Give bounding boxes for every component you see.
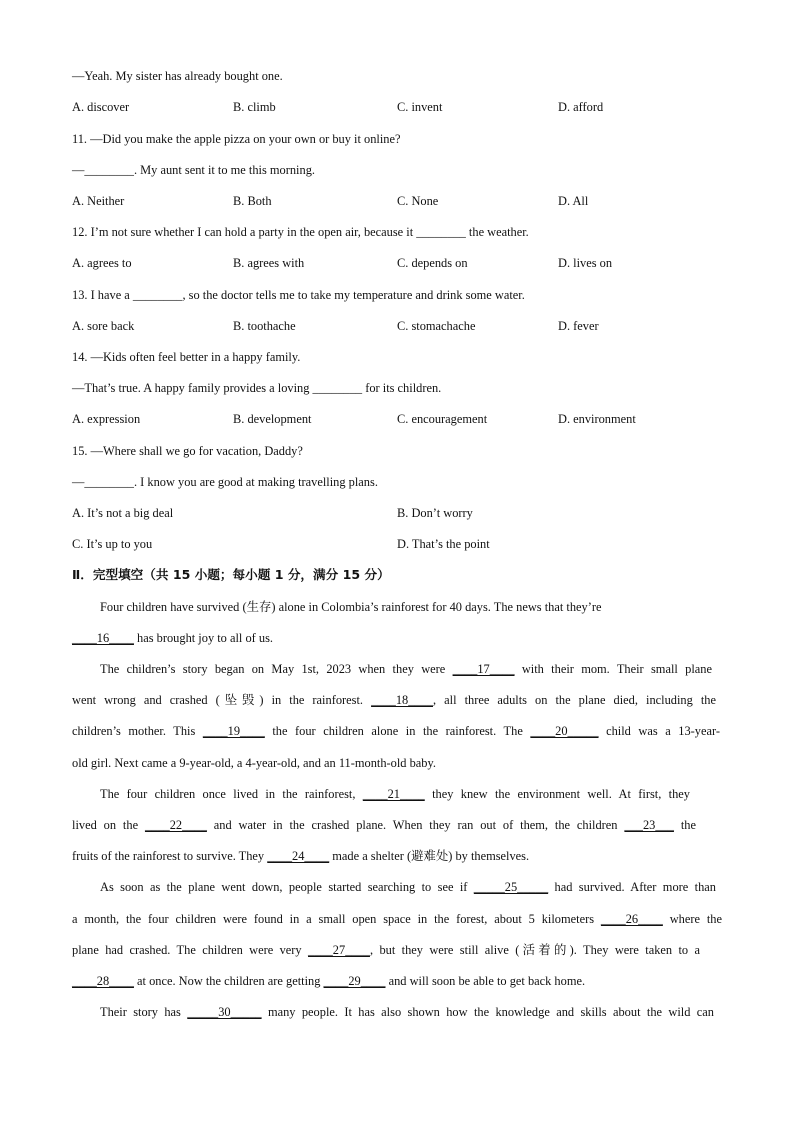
passage-p1-line2: [72, 630, 724, 646]
passage-text: and water in the crashed plane. When they ran out of them, the children: [206, 818, 625, 832]
q11-reply-text: . My aunt sent it to me this morning.: [133, 163, 315, 177]
passage-text: a month, the four children were found in a small open space in the forest, about 5 kilometers: [72, 912, 601, 926]
q15-stem: 15. —Where shall we go for vacation, Daddy?: [72, 444, 303, 458]
section-2-heading: Ⅱ．完型填空（共 15 小题；每小题 1 分，满分 15 分）: [72, 567, 390, 582]
q14-reply: [72, 380, 441, 396]
blank-17: ____17____: [452, 662, 515, 676]
blank-22: ____22____: [144, 818, 207, 832]
q11-blank: ________: [84, 163, 134, 177]
passage-text: with their mom. Their small plane: [514, 662, 712, 676]
passage-text: Their story has: [100, 1005, 188, 1019]
q14-option-c: C. encouragement: [397, 412, 488, 426]
q12-stem-a: 12. I’m not sure whether I can hold a party in the open air, because it: [72, 225, 417, 239]
passage-p2-line1: [100, 661, 712, 677]
q13-option-c: C. stomachache: [397, 319, 476, 333]
passage-p5-line1: [100, 1004, 714, 1020]
passage-p4-line2: [72, 911, 722, 927]
q12-blank: ________: [416, 225, 466, 239]
q11-option-a: A. Neither: [72, 194, 125, 208]
passage-text: children’s mother. This: [72, 724, 203, 738]
q14-option-d: D. environment: [558, 412, 636, 426]
passage-text: went wrong and crashed (坠毁) in the rainforest.: [72, 693, 372, 707]
q14-option-a: A. expression: [72, 412, 141, 426]
q11-reply: [72, 162, 315, 178]
q12-option-b: B. agrees with: [233, 256, 305, 270]
passage-text: made a shelter (避难处) by themselves.: [329, 849, 530, 863]
blank-24: ____24____: [267, 849, 330, 863]
passage-text: child was a 13-year-: [598, 724, 721, 738]
q11-stem: 11. —Did you make the apple pizza on your own or buy it online?: [72, 132, 401, 146]
q13-stem: [72, 287, 525, 303]
passage-p3-line3: [72, 848, 724, 864]
q11-dash: —: [72, 163, 85, 177]
q13-option-a: A. sore back: [72, 319, 135, 333]
q12-option-d: D. lives on: [558, 256, 613, 270]
passage-text: many people. It has also shown how the knowledge and skills about the wild can: [261, 1005, 714, 1019]
q15-option-b: B. Don’t worry: [397, 506, 473, 520]
q10-option-c: C. invent: [397, 100, 443, 114]
q15-option-d: D. That’s the point: [397, 537, 490, 551]
passage-p4-line1: [100, 879, 716, 895]
blank-18: ____18____: [371, 693, 434, 707]
passage-text: and will soon be able to get back home.: [385, 974, 586, 988]
q15-option-c: C. It’s up to you: [72, 537, 153, 551]
q14-option-b: B. development: [233, 412, 312, 426]
passage-text: had survived. After more than: [548, 880, 716, 894]
blank-27: ____27____: [308, 943, 370, 957]
passage-text: the: [673, 818, 696, 832]
passage-text: fruits of the rainforest to survive. They: [72, 849, 268, 863]
q11-option-d: D. All: [558, 194, 589, 208]
q15-option-a: A. It’s not a big deal: [72, 506, 174, 520]
blank-30: _____30_____: [187, 1005, 262, 1019]
q15-reply: [72, 474, 378, 490]
passage-p1-line1: Four children have survived (生存) alone in Colombia’s rainforest for 40 days. The news that they’re: [100, 600, 602, 614]
passage-text: The four children once lived in the rainforest,: [100, 787, 363, 801]
q13-blank: ________: [132, 288, 183, 302]
q13-stem-a: 13. I have a: [72, 288, 133, 302]
passage-text: The children’s story began on May 1st, 2023 when they were: [100, 662, 453, 676]
blank-19: ____19____: [202, 724, 265, 738]
passage-p3-line2: [72, 817, 696, 833]
blank-28: ____28____: [72, 974, 134, 988]
passage-text: , all three adults on the plane died, including the: [433, 693, 716, 707]
q14-reply-b: for its children.: [362, 381, 442, 395]
q11-option-b: B. Both: [233, 194, 272, 208]
q14-stem: 14. —Kids often feel better in a happy family.: [72, 350, 301, 364]
q10-option-d: D. afford: [558, 100, 604, 114]
blank-21: ____21____: [362, 787, 425, 801]
q12-stem-b: the weather.: [465, 225, 529, 239]
q10-answer-line: —Yeah. My sister has already bought one.: [72, 69, 283, 83]
passage-text: at once. Now the children are getting: [133, 974, 324, 988]
blank-16: ____16____: [72, 631, 134, 645]
q12-stem: [72, 224, 529, 240]
passage-p2-line3: [72, 723, 720, 739]
passage-text: , but they were still alive (活着的). They were taken to a: [369, 943, 700, 957]
q10-option-b: B. climb: [233, 100, 276, 114]
q12-option-c: C. depends on: [397, 256, 468, 270]
blank-26: ____26____: [600, 912, 663, 926]
blank-29: ____29____: [323, 974, 386, 988]
q14-blank: ________: [312, 381, 363, 395]
q11-option-c: C. None: [397, 194, 439, 208]
q15-reply-text: . I know you are good at making travelling plans.: [133, 475, 378, 489]
blank-20: ____20_____: [530, 724, 599, 738]
q14-reply-a: —That’s true. A happy family provides a loving: [72, 381, 313, 395]
passage-text: plane had crashed. The children were very: [72, 943, 309, 957]
q15-dash: —: [72, 475, 85, 489]
passage-text: where the: [662, 912, 722, 926]
passage-text: As soon as the plane went down, people started searching to see if: [100, 880, 474, 894]
passage-p3-line1: [100, 786, 690, 802]
q10-option-a: A. discover: [72, 100, 130, 114]
passage-p4-line4: [72, 973, 724, 989]
q12-option-a: A. agrees to: [72, 256, 132, 270]
q13-stem-b: , so the doctor tells me to take my temperature and drink some water.: [182, 288, 525, 302]
passage-p2-line4: old girl. Next came a 9-year-old, a 4-year-old, and an 11-month-old baby.: [72, 756, 436, 770]
passage-text: the four children alone in the rainforest. The: [264, 724, 531, 738]
blank-25: _____25_____: [473, 880, 549, 894]
blank-23: ___23___: [624, 818, 674, 832]
passage-p2-line2: [72, 692, 716, 708]
q13-option-d: D. fever: [558, 319, 599, 333]
passage-text: they knew the environment well. At first, they: [424, 787, 690, 801]
passage-p4-line3: [72, 942, 700, 958]
passage-text: has brought joy to all of us.: [133, 631, 273, 645]
q15-blank: ________: [84, 475, 134, 489]
q13-option-b: B. toothache: [233, 319, 296, 333]
passage-text: lived on the: [72, 818, 145, 832]
